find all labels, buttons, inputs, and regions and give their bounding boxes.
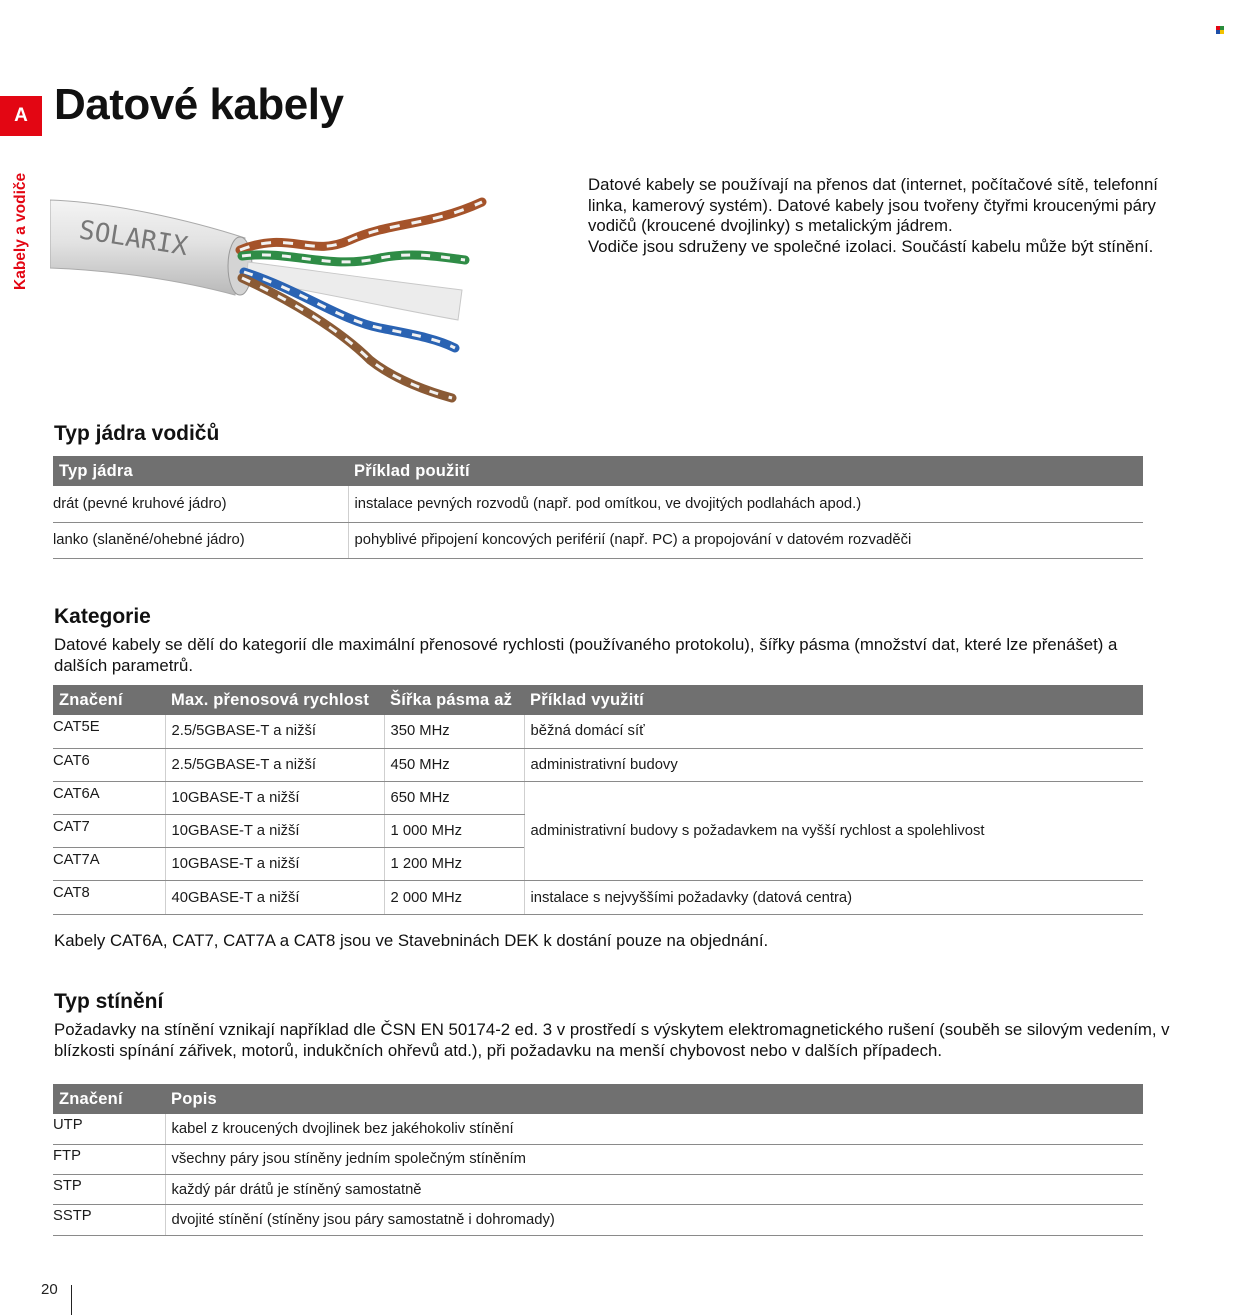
table-header-cell: Příklad využití bbox=[524, 685, 1143, 715]
table-header-cell: Typ jádra bbox=[53, 456, 348, 486]
table-header-cell: Značení bbox=[53, 685, 165, 715]
cable-photo bbox=[50, 170, 510, 420]
shielding-table bbox=[53, 1084, 1143, 1236]
category-table bbox=[53, 685, 1143, 915]
table-row bbox=[53, 486, 1143, 522]
table-row bbox=[53, 1114, 1143, 1144]
table-row bbox=[53, 1144, 1143, 1174]
shield-description-cell: všechny páry jsou stíněny jedním společným stíněním bbox=[165, 1144, 1143, 1174]
page-number-divider bbox=[71, 1285, 72, 1315]
category-speed-cell: 10GBASE-T a nižší bbox=[165, 815, 384, 848]
shield-description-cell: každý pár drátů je stíněný samostatně bbox=[165, 1175, 1143, 1205]
table-row bbox=[53, 748, 1143, 781]
category-bandwidth-cell: 2 000 MHz bbox=[384, 881, 524, 914]
shield-mark-cell: UTP bbox=[53, 1114, 165, 1144]
category-bandwidth-cell: 1 200 MHz bbox=[384, 848, 524, 881]
category-bandwidth-cell: 650 MHz bbox=[384, 781, 524, 814]
category-mark-cell: CAT7 bbox=[53, 815, 165, 848]
category-bandwidth-cell: 1 000 MHz bbox=[384, 815, 524, 848]
cable-brand-text: SOLARIX bbox=[76, 215, 190, 263]
category-mark-cell: CAT5E bbox=[53, 715, 165, 748]
table-row bbox=[53, 522, 1143, 558]
core-type-heading: Typ jádra vodičů bbox=[54, 422, 220, 445]
category-mark-cell: CAT6A bbox=[53, 781, 165, 814]
table-header-cell: Příklad použití bbox=[348, 456, 1143, 486]
category-speed-cell: 2.5/5GBASE-T a nižší bbox=[165, 748, 384, 781]
category-speed-cell: 10GBASE-T a nižší bbox=[165, 848, 384, 881]
intro-paragraph: Vodiče jsou sdruženy ve společné izolaci. Součástí kabelu může být stínění. bbox=[588, 236, 1154, 256]
section-tab-letter: A bbox=[0, 96, 42, 136]
category-use-cell: běžná domácí síť bbox=[524, 715, 1143, 748]
table-row bbox=[53, 781, 1143, 814]
intro-text bbox=[588, 175, 1188, 257]
category-mark-cell: CAT7A bbox=[53, 848, 165, 881]
shielding-heading: Typ stínění bbox=[54, 990, 164, 1013]
category-use-cell: instalace s nejvyššími požadavky (datová centra) bbox=[524, 881, 1143, 914]
intro-paragraph: Datové kabely se používají na přenos dat (internet, počítačové sítě, telefonní linka, kamerový systém). Datové kabely jsou tvořeny čtyřmi kroucenými páry vodičů (kroucené dvojlinky) s metalickým jádrem. bbox=[588, 175, 1158, 235]
shield-description-cell: dvojité stínění (stíněny jsou páry samostatně i dohromady) bbox=[165, 1205, 1143, 1235]
category-speed-cell: 2.5/5GBASE-T a nižší bbox=[165, 715, 384, 748]
table-row bbox=[53, 1205, 1143, 1235]
shielding-description: Požadavky na stínění vznikají například dle ČSN EN 50174-2 ed. 3 v prostředí s výskytem elektromagnetického rušení (souběh se silovým vedením, v blízkosti spínání zářivek, motorů, indukčních ohřevů atd.), při požadavku na menší chybovost nebo v dalších případech. bbox=[54, 1020, 1170, 1060]
shield-mark-cell: FTP bbox=[53, 1144, 165, 1174]
section-tab-label: Kabely a vodiče bbox=[12, 172, 29, 290]
category-note: Kabely CAT6A, CAT7, CAT7A a CAT8 jsou ve Stavebninách DEK k dostání pouze na objednání. bbox=[54, 931, 769, 950]
core-type-table bbox=[53, 456, 1143, 559]
category-heading: Kategorie bbox=[54, 605, 151, 628]
category-speed-cell: 40GBASE-T a nižší bbox=[165, 881, 384, 914]
category-bandwidth-cell: 450 MHz bbox=[384, 748, 524, 781]
shield-mark-cell: STP bbox=[53, 1175, 165, 1205]
category-speed-cell: 10GBASE-T a nižší bbox=[165, 781, 384, 814]
table-header-cell: Max. přenosová rychlost bbox=[165, 685, 384, 715]
table-header-cell: Popis bbox=[165, 1084, 1143, 1114]
category-bandwidth-cell: 350 MHz bbox=[384, 715, 524, 748]
table-row bbox=[53, 1175, 1143, 1205]
table-header-cell: Značení bbox=[53, 1084, 165, 1114]
shield-description-cell: kabel z kroucených dvojlinek bez jakéhokoliv stínění bbox=[165, 1114, 1143, 1144]
category-use-cell: administrativní budovy s požadavkem na vyšší rychlost a spolehlivost bbox=[524, 781, 1143, 881]
category-mark-cell: CAT8 bbox=[53, 881, 165, 914]
core-type-cell: drát (pevné kruhové jádro) bbox=[53, 486, 348, 522]
page-number: 20 bbox=[41, 1281, 58, 1298]
table-header-cell: Šířka pásma až bbox=[384, 685, 524, 715]
core-usage-cell: pohyblivé připojení koncových periférií (např. PC) a propojování v datovém rozvaděči bbox=[348, 522, 1143, 558]
table-row bbox=[53, 881, 1143, 914]
core-usage-cell: instalace pevných rozvodů (např. pod omítkou, ve dvojitých podlahách apod.) bbox=[348, 486, 1143, 522]
category-mark-cell: CAT6 bbox=[53, 748, 165, 781]
core-type-cell: lanko (slaněné/ohebné jádro) bbox=[53, 522, 348, 558]
category-description: Datové kabely se dělí do kategorií dle maximální přenosové rychlosti (používaného protokolu), šířky pásma (množství dat, které lze přenášet) a dalších parametrů. bbox=[54, 635, 1118, 675]
print-registration-mark bbox=[1216, 26, 1225, 35]
page-title: Datové kabely bbox=[54, 80, 344, 129]
category-use-cell: administrativní budovy bbox=[524, 748, 1143, 781]
shield-mark-cell: SSTP bbox=[53, 1205, 165, 1235]
table-row bbox=[53, 715, 1143, 748]
